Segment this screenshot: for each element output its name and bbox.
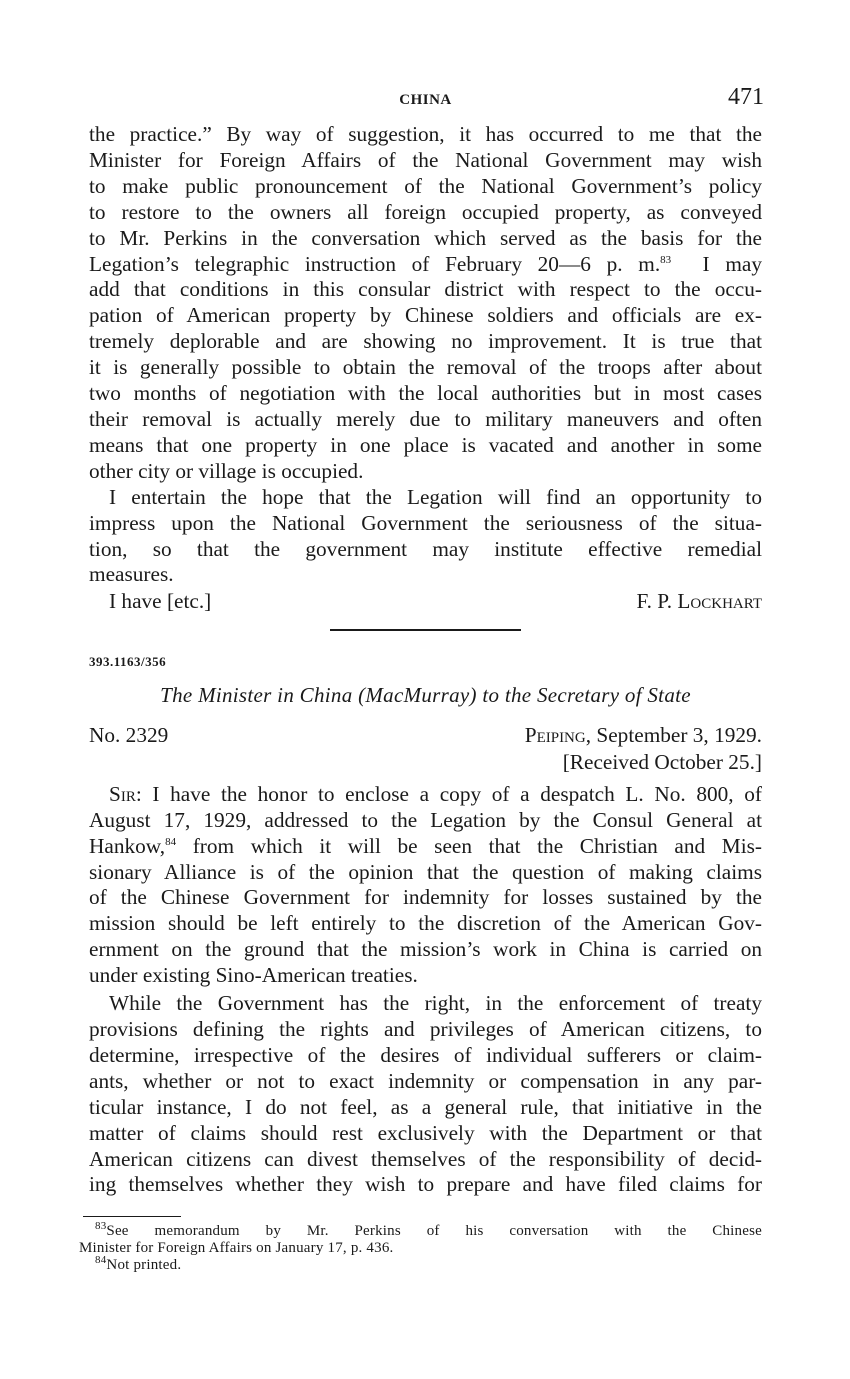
text-line: provisions defining the rights and privileges of American citizens, to (89, 1017, 762, 1041)
page-header (89, 84, 762, 116)
footnotes (79, 1220, 762, 1274)
text-line: matter of claims should rest exclusively with the Department or that (89, 1120, 762, 1145)
text-line: add that conditions in this consular district with respect to the occu- (89, 277, 762, 302)
document-page (79, 84, 764, 1274)
text-line: tremely deplorable and are showing no improvement. It is true that (89, 329, 762, 354)
text-line: August 17, 1929, addressed to the Legation by the Consul General at (89, 807, 762, 832)
section-divider (330, 629, 521, 631)
salutation: Sir: (109, 781, 142, 806)
place-date (525, 723, 762, 749)
footnote-mark-83: 83 (95, 1220, 107, 1233)
footnote-text: Not printed. (106, 1257, 182, 1274)
text-line: impress upon the National Government the seriousness of the situa- (89, 510, 762, 535)
footnote-ref-84[interactable]: 84 (165, 835, 177, 848)
text-line: it is generally possible to obtain the removal of the troops after about (89, 355, 762, 380)
document2-paragraph-1 (89, 782, 762, 989)
letter1-paragraph-2 (89, 485, 762, 589)
footnote-83-continuation: Minister for Foreign Affairs on January 17, p. 436. (79, 1240, 394, 1257)
text-line: Minister for Foreign Affairs of the National Government may wish (89, 147, 762, 172)
file-number: 393.1163/356 (89, 654, 167, 670)
text-line-with-footnote (89, 252, 762, 278)
text-line: ticular instance, I do not feel, as a general rule, that initiative in the (89, 1094, 762, 1119)
text-line: two months of negotiation with the local authorities but in most cases (89, 381, 762, 406)
text-line: I entertain the hope that the Legation will find an opportunity to (109, 484, 762, 509)
text-line: to make public pronouncement of the National Government’s policy (89, 173, 762, 198)
text-line: ants, whether or not to exact indemnity or compensation in any par- (89, 1068, 762, 1093)
page-number: 471 (728, 84, 764, 110)
document2-paragraph-2 (89, 991, 762, 1198)
footnote-divider (83, 1216, 181, 1217)
text-line: While the Government has the right, in the enforcement of treaty (109, 991, 762, 1016)
date: September 3, 1929. (591, 723, 762, 748)
text-line-with-footnote (89, 834, 762, 860)
text-line: measures. (89, 562, 174, 587)
footnote-mark-84: 84 (95, 1254, 107, 1267)
footnote-84 (79, 1254, 762, 1274)
place: Peiping, (524, 723, 592, 748)
closing-text: I have [etc.] (109, 589, 212, 614)
text-line: means that one property in one place is vacated and another in some (89, 432, 762, 457)
text-line: sionary Alliance is of the opinion that the question of making claims (89, 859, 762, 884)
footnote-text: See memorandum by Mr. Perkins of his conversation with the Chinese (106, 1223, 762, 1240)
text-line: other city or village is occupied. (89, 458, 364, 483)
text-line: under existing Sino-American treaties. (89, 963, 418, 988)
body-text (89, 122, 762, 1198)
text-line-with-salutation (89, 782, 762, 808)
despatch-number: No. 2329 (89, 723, 169, 748)
running-head: CHINA (399, 92, 452, 108)
closing-row (89, 589, 762, 615)
text-line: to Mr. Perkins in the conversation which served as the basis for the (89, 225, 762, 250)
text-segment: Hankow, (89, 833, 166, 858)
received-date: [Received October 25.] (562, 749, 762, 774)
text-segment: I may (702, 251, 762, 276)
signature: F. P. Lockhart (636, 589, 762, 614)
text-segment: Legation’s telegraphic instruction of February 20—6 p. m. (89, 251, 661, 276)
text-line: to restore to the owners all foreign occupied property, as conveyed (89, 199, 762, 224)
text-line: determine, irrespective of the desires of individual sufferers or claim- (89, 1042, 762, 1067)
text-line: tion, so that the government may institute effective remedial (89, 536, 762, 561)
text-line: pation of American property by Chinese soldiers and officials are ex- (89, 303, 762, 328)
text-line: American citizens can divest themselves of the responsibility of decid- (89, 1146, 762, 1171)
text-segment: from which it will be seen that the Christian and Mis- (176, 833, 762, 858)
document-title: The Minister in China (MacMurray) to the Secretary of State (160, 683, 691, 708)
letter1-paragraph-1 (89, 122, 762, 485)
text-line: ing themselves whether they wish to prepare and have filed claims for (89, 1172, 762, 1197)
footnote-ref-83[interactable]: 83 (660, 253, 672, 266)
text-line: their removal is actually merely due to military maneuvers and often (89, 406, 762, 431)
text-line: the practice.” By way of suggestion, it has occurred to me that the (89, 122, 762, 146)
dateline (89, 723, 762, 749)
text-line: mission should be left entirely to the discretion of the American Gov- (89, 911, 762, 936)
text-segment: I have the honor to enclose a copy of a despatch L. No. 800, of (141, 781, 762, 806)
text-line: ernment on the ground that the mission’s work in China is carried on (89, 937, 762, 962)
text-line: of the Chinese Government for indemnity for losses sustained by the (89, 885, 762, 910)
footnote-83 (79, 1220, 762, 1240)
